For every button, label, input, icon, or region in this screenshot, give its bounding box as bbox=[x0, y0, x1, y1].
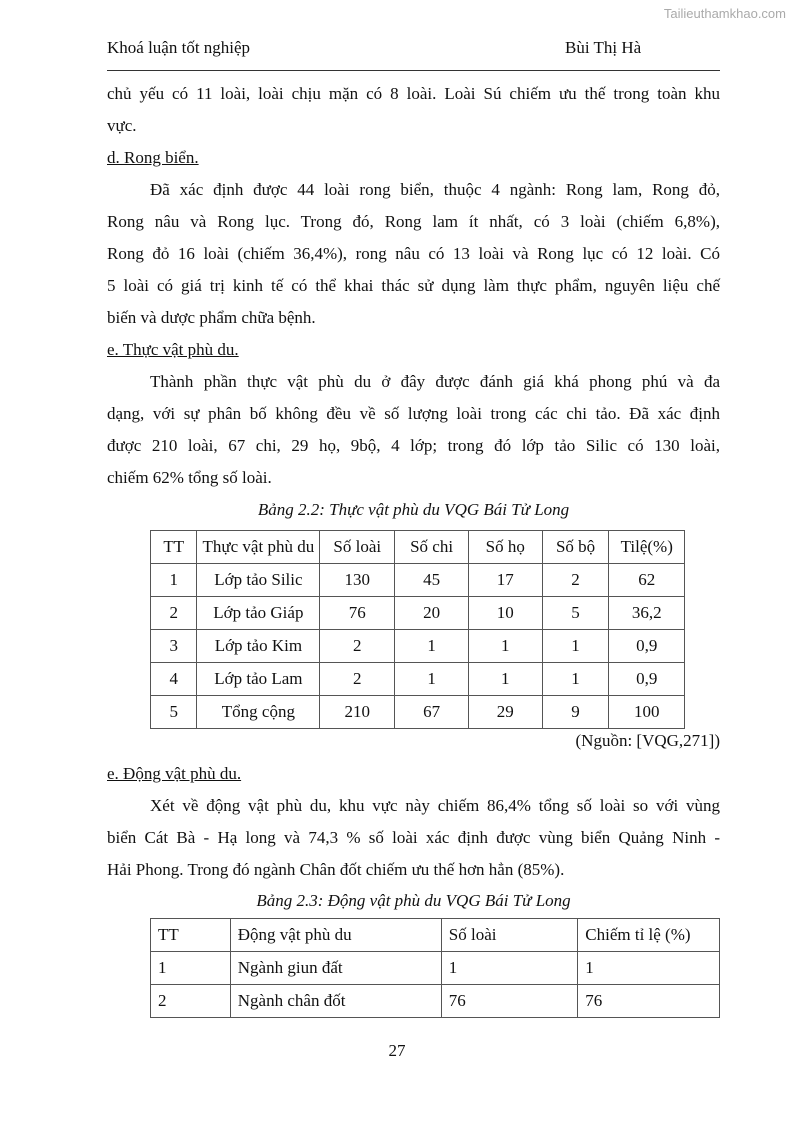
text-line: Rong đỏ 16 loài (chiếm 36,4%), rong nâu có 13 loài và Rong lục có 12 loài. Có bbox=[107, 244, 720, 263]
table-cell: 2 bbox=[151, 597, 197, 630]
table-cell: Lớp tảo Silic bbox=[197, 564, 320, 597]
table-cell: Ngành giun đất bbox=[230, 952, 441, 985]
table-cell: 67 bbox=[395, 696, 469, 729]
table-cell: 62 bbox=[609, 564, 685, 597]
header-right: Bùi Thị Hà bbox=[565, 38, 642, 57]
table-row bbox=[151, 696, 685, 729]
table-cell: 0,9 bbox=[609, 630, 685, 663]
table-cell: Lớp tảo Lam bbox=[197, 663, 320, 696]
table-cell: 1 bbox=[542, 663, 609, 696]
table-cell: 1 bbox=[468, 663, 542, 696]
table-cell: 0,9 bbox=[609, 663, 685, 696]
table-cell: 4 bbox=[151, 663, 197, 696]
table-cell: 45 bbox=[395, 564, 469, 597]
table-header-row bbox=[151, 531, 685, 564]
table-cell: Ngành chân đốt bbox=[230, 985, 441, 1018]
table-cell: 5 bbox=[151, 696, 197, 729]
table-cell: Động vật phù du bbox=[230, 919, 441, 952]
page-number: 27 bbox=[388, 1041, 406, 1060]
text-line: Đã xác định được 44 loài rong biển, thuộc 4 ngành: Rong lam, Rong đỏ, bbox=[150, 180, 720, 199]
table-row bbox=[151, 952, 720, 985]
table-cell: 210 bbox=[320, 696, 395, 729]
table-cell: Chiếm tỉ lệ (%) bbox=[578, 919, 720, 952]
table-cell: 9 bbox=[542, 696, 609, 729]
table-cell: 1 bbox=[151, 564, 197, 597]
table-cell: 1 bbox=[395, 630, 469, 663]
text-line: Thành phần thực vật phù du ở đây được đánh giá khá phong phú và đa bbox=[150, 372, 720, 391]
table-cell: 17 bbox=[468, 564, 542, 597]
table-cell: 1 bbox=[578, 952, 720, 985]
table-cell: 1 bbox=[542, 630, 609, 663]
table-cell: 10 bbox=[468, 597, 542, 630]
text-line: dạng, với sự phân bố không đều về số lượng loài trong các chi tảo. Đã xác định bbox=[107, 404, 720, 423]
table-cell: TT bbox=[151, 531, 197, 564]
table-cell: 1 bbox=[468, 630, 542, 663]
table-cell: Tilệ(%) bbox=[609, 531, 685, 564]
table1-caption: Bảng 2.2: Thực vật phù du VQG Bái Tử Long bbox=[257, 500, 570, 519]
table-cell: Số loài bbox=[441, 919, 578, 952]
table-phytoplankton bbox=[150, 530, 685, 729]
text-line: biến và dược phẩm chữa bệnh. bbox=[107, 308, 316, 327]
text-line: Hải Phong. Trong đó ngành Chân đốt chiếm ưu thế hơn hẳn (85%). bbox=[107, 860, 565, 879]
table-cell: 2 bbox=[320, 630, 395, 663]
table2-caption: Bảng 2.3: Động vật phù du VQG Bái Tử Long bbox=[256, 891, 571, 910]
table-cell: 20 bbox=[395, 597, 469, 630]
table-header-row bbox=[151, 919, 720, 952]
table-cell: 1 bbox=[395, 663, 469, 696]
table-cell: 100 bbox=[609, 696, 685, 729]
text-line: d. Rong biển. bbox=[107, 148, 199, 167]
text-line: Xét về động vật phù du, khu vực này chiếm 86,4% tổng số loài so với vùng bbox=[150, 796, 720, 815]
table-cell: Lớp tảo Giáp bbox=[197, 597, 320, 630]
table1-source: (Nguồn: [VQG,271]) bbox=[575, 731, 720, 750]
table-cell: 1 bbox=[151, 952, 231, 985]
table-row bbox=[151, 597, 685, 630]
text-line: biển Cát Bà - Hạ long và 74,3 % số loài xác định được vùng biển Quảng Ninh - bbox=[107, 828, 720, 847]
table-row bbox=[151, 663, 685, 696]
text-line: e. Động vật phù du. bbox=[107, 764, 242, 783]
table-cell: 3 bbox=[151, 630, 197, 663]
table-cell: 76 bbox=[578, 985, 720, 1018]
table-cell: 36,2 bbox=[609, 597, 685, 630]
table-cell: Số chi bbox=[395, 531, 469, 564]
header-rule bbox=[107, 70, 720, 71]
text-line: chủ yếu có 11 loài, loài chịu mặn có 8 loài. Loài Sú chiếm ưu thế trong toàn khu bbox=[107, 84, 720, 103]
table-cell: 2 bbox=[151, 985, 231, 1018]
text-line: vực. bbox=[107, 116, 137, 135]
table-cell: Số loài bbox=[320, 531, 395, 564]
table-cell: 5 bbox=[542, 597, 609, 630]
table-cell: 130 bbox=[320, 564, 395, 597]
table-cell: Số bộ bbox=[542, 531, 609, 564]
text-line: Rong nâu và Rong lục. Trong đó, Rong lam ít nhất, có 3 loài (chiếm 6,8%), bbox=[107, 212, 720, 231]
table-row bbox=[151, 630, 685, 663]
header-left: Khoá luận tốt nghiệp bbox=[107, 38, 251, 57]
table-cell: Lớp tảo Kim bbox=[197, 630, 320, 663]
table-zooplankton bbox=[150, 918, 720, 1018]
table-cell: 76 bbox=[320, 597, 395, 630]
table-cell: Thực vật phù du bbox=[197, 531, 320, 564]
text-line: chiếm 62% tổng số loài. bbox=[107, 468, 272, 487]
table-cell: 76 bbox=[441, 985, 578, 1018]
watermark: Tailieuthamkhao.com bbox=[663, 6, 786, 21]
table-cell: 1 bbox=[441, 952, 578, 985]
text-line: 5 loài có giá trị kinh tế có thể khai thác sử dụng làm thực phẩm, nguyên liệu chế bbox=[107, 276, 720, 295]
text-line: được 210 loài, 67 chi, 29 họ, 9bộ, 4 lớp; trong đó lớp tảo Silic có 130 loài, bbox=[107, 436, 720, 455]
text-line: e. Thực vật phù du. bbox=[107, 340, 239, 359]
table-cell: 2 bbox=[542, 564, 609, 597]
table-row bbox=[151, 564, 685, 597]
table-cell: 29 bbox=[468, 696, 542, 729]
table-cell: Tổng cộng bbox=[197, 696, 320, 729]
table-cell: 2 bbox=[320, 663, 395, 696]
table-row bbox=[151, 985, 720, 1018]
table-cell: Số họ bbox=[468, 531, 542, 564]
table-cell: TT bbox=[151, 919, 231, 952]
